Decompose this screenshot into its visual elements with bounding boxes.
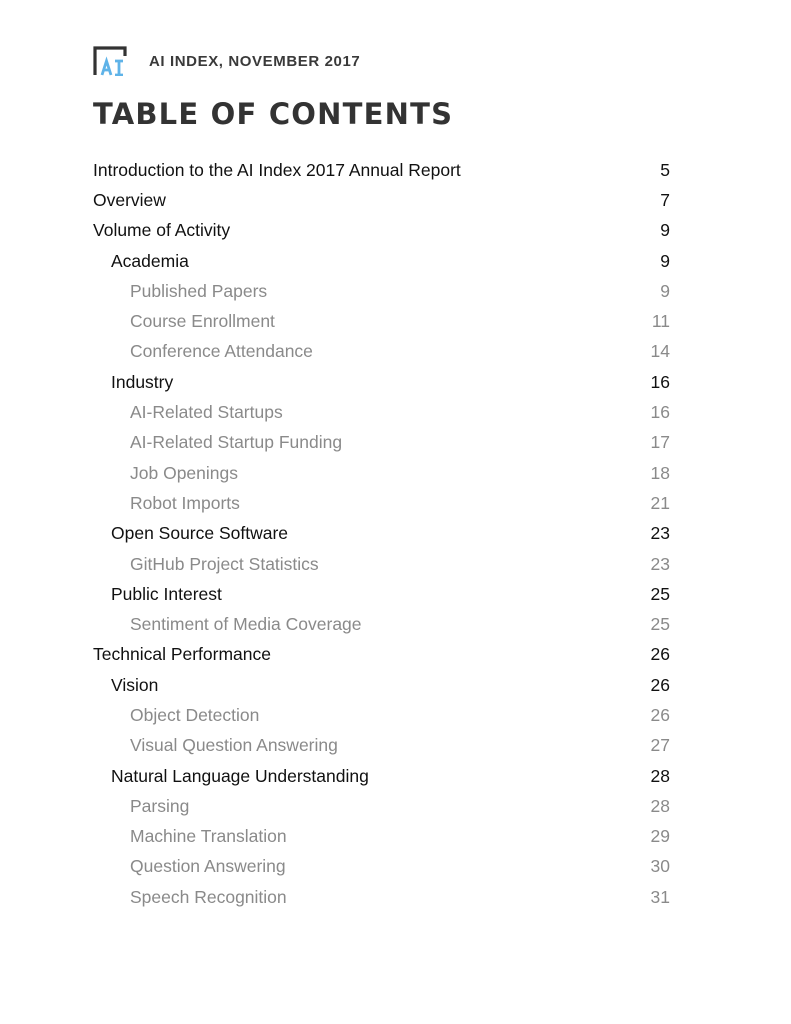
- toc-entry-page-number: 28: [650, 765, 670, 786]
- toc-entry-page-number: 9: [660, 280, 670, 301]
- toc-entry[interactable]: [93, 549, 670, 579]
- toc-entry[interactable]: [93, 609, 670, 639]
- toc-entry[interactable]: [93, 761, 670, 791]
- toc-entry-title: Volume of Activity: [93, 220, 231, 241]
- toc-entry-page-number: 5: [660, 159, 670, 180]
- toc-entry-title: Job Openings: [130, 462, 238, 483]
- toc-entry-page-number: 21: [650, 492, 670, 513]
- toc-entry-page-number: 28: [650, 795, 670, 816]
- toc-entry-title: AI-Related Startups: [130, 402, 283, 423]
- toc-entry-page-number: 23: [650, 523, 670, 544]
- toc-entry-title: Question Answering: [130, 856, 286, 877]
- toc-entry-page-number: 9: [660, 250, 670, 271]
- toc-entry[interactable]: [93, 155, 670, 185]
- toc-entry-title: Introduction to the AI Index 2017 Annual Report: [93, 159, 461, 180]
- toc-entry-page-number: 14: [650, 341, 670, 362]
- toc-entry-page-number: 7: [660, 189, 670, 210]
- header-title: AI INDEX, NOVEMBER 2017: [149, 52, 361, 70]
- toc-entry-page-number: 31: [650, 886, 670, 907]
- toc-entry-title: Parsing: [130, 795, 190, 816]
- toc-entry[interactable]: [93, 428, 670, 458]
- toc-entry-title: Published Papers: [130, 280, 268, 301]
- page-title: TABLE OF CONTENTS: [93, 97, 454, 131]
- toc-entry-title: Sentiment of Media Coverage: [130, 614, 362, 635]
- toc-entry-page-number: 17: [650, 432, 670, 453]
- toc-entry-title: Vision: [111, 674, 159, 695]
- toc-entry[interactable]: [93, 731, 670, 761]
- toc-entry-page-number: 26: [650, 704, 670, 725]
- toc-entry-title: Speech Recognition: [130, 886, 287, 907]
- toc-entry-title: Robot Imports: [130, 492, 240, 513]
- toc-entry-title: Industry: [111, 371, 174, 392]
- toc-entry-page-number: 18: [650, 462, 670, 483]
- toc-entry[interactable]: [93, 852, 670, 882]
- ai-index-logo: [93, 46, 127, 76]
- toc-entry[interactable]: [93, 276, 670, 306]
- toc-entry[interactable]: [93, 246, 670, 276]
- toc-entry-page-number: 9: [660, 220, 670, 241]
- toc-entry-title: Public Interest: [111, 583, 222, 604]
- toc-entry-page-number: 26: [650, 644, 670, 665]
- toc-entry-page-number: 16: [650, 371, 670, 392]
- toc-entry-page-number: 25: [650, 614, 670, 635]
- toc-entry[interactable]: [93, 185, 670, 215]
- toc-entry[interactable]: [93, 700, 670, 730]
- toc-entry-title: Academia: [111, 250, 189, 271]
- toc-entry-page-number: 11: [651, 311, 670, 332]
- toc-entry[interactable]: [93, 216, 670, 246]
- toc-entry-title: Object Detection: [130, 704, 260, 725]
- toc-entry-page-number: 16: [650, 402, 670, 423]
- toc-entry-title: Technical Performance: [93, 644, 271, 665]
- toc-entry[interactable]: [93, 367, 670, 397]
- toc-entry[interactable]: [93, 579, 670, 609]
- toc-entry-title: Overview: [93, 189, 166, 210]
- toc-entry[interactable]: [93, 822, 670, 852]
- table-of-contents: [93, 155, 670, 912]
- toc-entry[interactable]: [93, 640, 670, 670]
- toc-entry[interactable]: [93, 397, 670, 427]
- toc-entry-title: Natural Language Understanding: [111, 765, 369, 786]
- toc-entry-page-number: 30: [650, 856, 670, 877]
- toc-entry-title: Visual Question Answering: [130, 735, 338, 756]
- toc-entry[interactable]: [93, 488, 670, 518]
- toc-entry[interactable]: [93, 519, 670, 549]
- toc-entry[interactable]: [93, 882, 670, 912]
- toc-entry[interactable]: [93, 670, 670, 700]
- toc-entry-title: Open Source Software: [111, 523, 289, 544]
- page-header: [93, 46, 360, 76]
- toc-entry[interactable]: [93, 306, 670, 336]
- toc-entry-title: Course Enrollment: [130, 311, 275, 332]
- toc-entry-title: GitHub Project Statistics: [130, 553, 319, 574]
- toc-entry[interactable]: [93, 791, 670, 821]
- toc-entry-page-number: 27: [650, 735, 670, 756]
- toc-entry-title: Conference Attendance: [130, 341, 313, 362]
- toc-entry-title: Machine Translation: [130, 826, 287, 847]
- toc-entry-page-number: 29: [650, 826, 670, 847]
- toc-entry[interactable]: [93, 337, 670, 367]
- toc-entry-page-number: 25: [650, 583, 670, 604]
- toc-entry-page-number: 23: [650, 553, 670, 574]
- toc-entry[interactable]: [93, 458, 670, 488]
- toc-entry-page-number: 26: [650, 674, 670, 695]
- toc-entry-title: AI-Related Startup Funding: [130, 432, 343, 453]
